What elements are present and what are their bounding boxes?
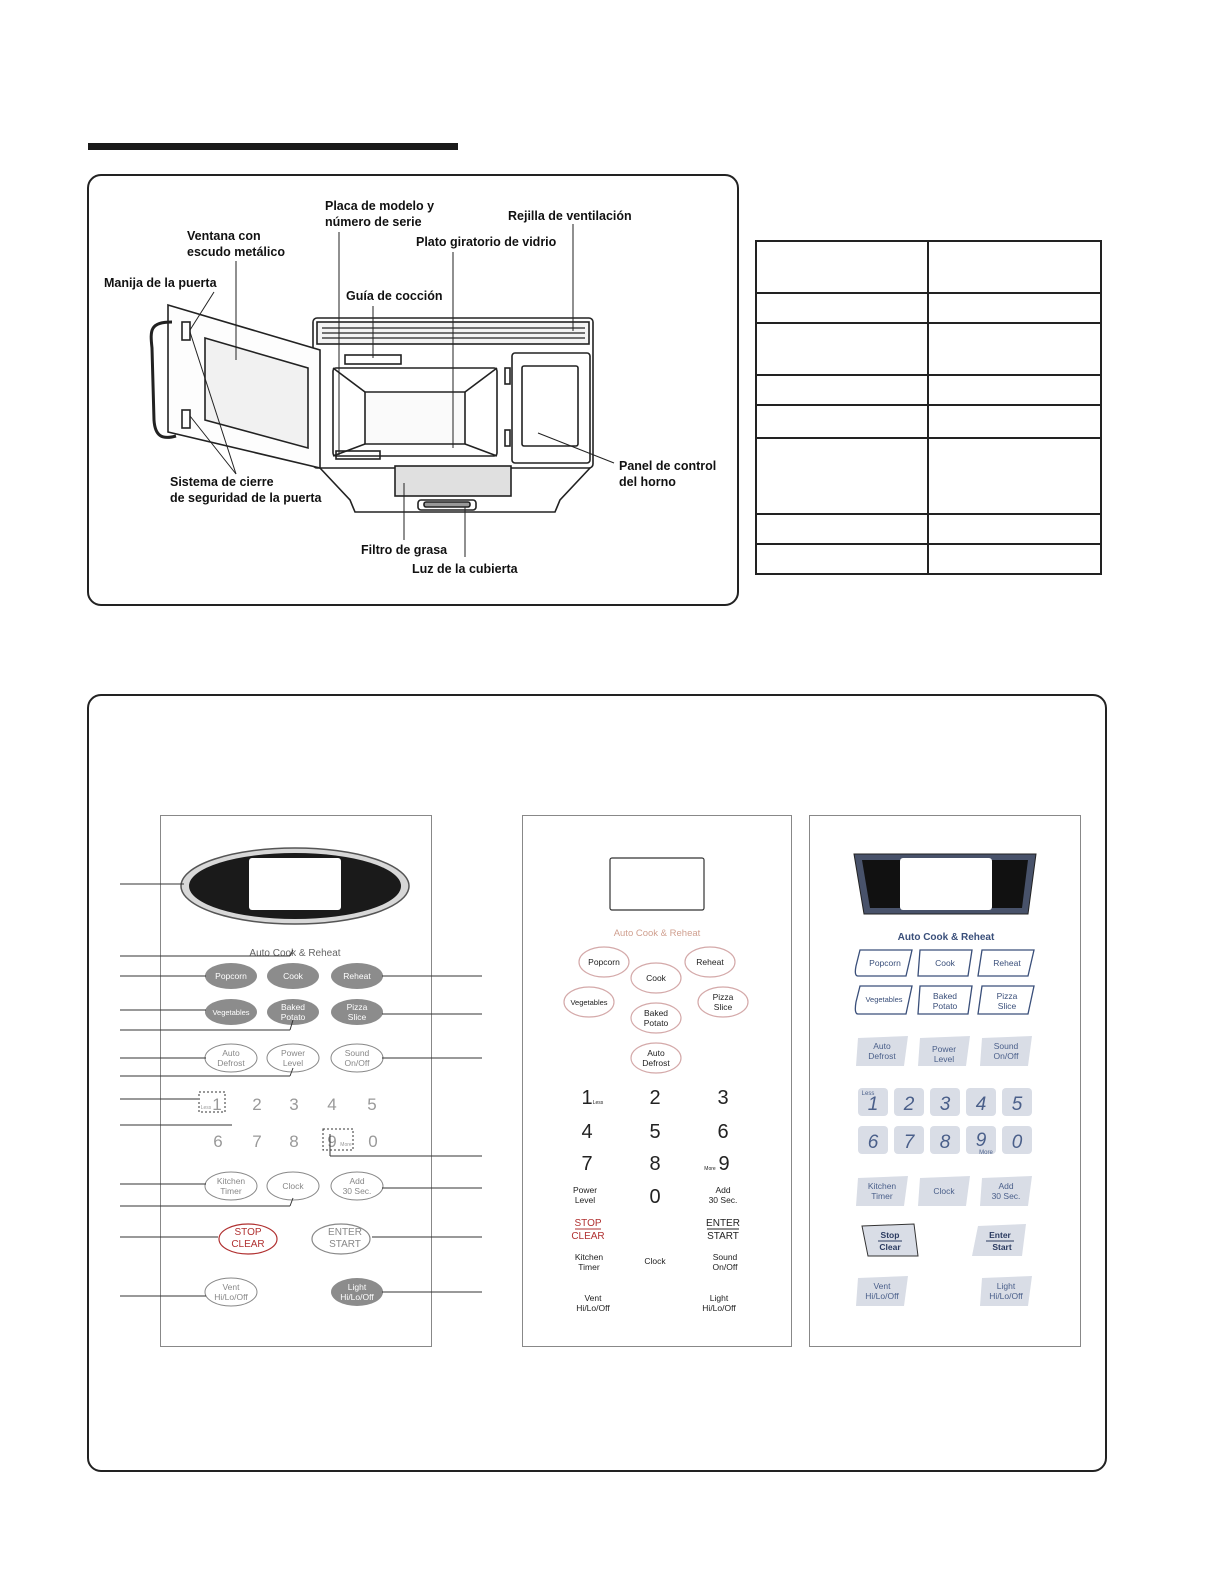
pizza-slice-button[interactable]: [713, 992, 734, 1012]
svg-text:Hi/Lo/Off: Hi/Lo/Off: [576, 1303, 610, 1313]
svg-text:Baked: Baked: [932, 991, 958, 1001]
svg-text:Baked: Baked: [280, 1002, 306, 1012]
svg-text:Kitchen: Kitchen: [574, 1252, 604, 1262]
display-screen: [900, 858, 992, 910]
svg-text:7: 7: [252, 1132, 262, 1151]
svg-text:Hi/Lo/Off: Hi/Lo/Off: [340, 1292, 374, 1302]
power-level-button[interactable]: [573, 1185, 597, 1205]
svg-text:Hi/Lo/Off: Hi/Lo/Off: [865, 1291, 899, 1301]
svg-text:6: 6: [717, 1121, 729, 1143]
vent-button[interactable]: [576, 1293, 610, 1313]
table-row: [756, 544, 1101, 574]
cooktop-light-label: Luz de la cubierta: [412, 562, 518, 576]
spec-table: [755, 240, 1102, 575]
clock-button[interactable]: Clock: [933, 1186, 955, 1196]
svg-text:Defrost: Defrost: [642, 1058, 670, 1068]
svg-text:2: 2: [903, 1094, 915, 1115]
svg-text:6: 6: [867, 1132, 879, 1153]
svg-text:3: 3: [939, 1094, 951, 1115]
svg-text:0: 0: [1011, 1132, 1023, 1153]
svg-text:More: More: [340, 1142, 352, 1148]
enter-start-button[interactable]: [706, 1218, 740, 1242]
power-level-button[interactable]: [932, 1044, 956, 1064]
svg-text:30 Sec.: 30 Sec.: [991, 1191, 1021, 1201]
reheat-button[interactable]: Reheat: [696, 957, 724, 967]
svg-text:Start: Start: [992, 1242, 1012, 1252]
panel1-leader-lines: [110, 870, 490, 1310]
svg-text:2: 2: [649, 1087, 661, 1109]
reheat-button[interactable]: Reheat: [993, 958, 1021, 968]
baked-potato-button[interactable]: [644, 1008, 669, 1028]
svg-text:1: 1: [212, 1095, 222, 1114]
svg-text:Pizza: Pizza: [996, 991, 1018, 1001]
display-screen: [610, 858, 704, 910]
svg-text:ENTER: ENTER: [328, 1227, 362, 1238]
stop-clear-button[interactable]: [571, 1218, 604, 1242]
vegetables-button[interactable]: Vegetables: [865, 995, 903, 1004]
cooking-guide-label: Guía de cocción: [346, 289, 443, 303]
control-panel-2-graphic: [523, 816, 791, 1346]
popcorn-button[interactable]: Popcorn: [869, 958, 901, 968]
popcorn-button[interactable]: Popcorn: [588, 957, 620, 967]
svg-text:Hi/Lo/Off: Hi/Lo/Off: [989, 1291, 1023, 1301]
table-row: [756, 438, 1101, 514]
svg-text:More: More: [704, 1166, 716, 1172]
table-row: [756, 293, 1101, 323]
svg-text:Power: Power: [572, 1185, 598, 1195]
svg-text:Reheat: Reheat: [343, 971, 371, 981]
turntable-label: Plato giratorio de vidrio: [416, 235, 557, 249]
sound-button[interactable]: [713, 1252, 739, 1272]
svg-text:ENTER: ENTER: [706, 1218, 740, 1229]
svg-text:3: 3: [289, 1095, 299, 1114]
svg-text:Popcorn: Popcorn: [215, 971, 247, 981]
svg-text:Slice: Slice: [347, 1012, 367, 1022]
svg-text:Vent: Vent: [584, 1293, 602, 1303]
svg-text:More: More: [979, 1150, 993, 1156]
svg-text:Timer: Timer: [578, 1262, 600, 1272]
number-pad[interactable]: [581, 1087, 729, 1208]
svg-text:Enter: Enter: [989, 1230, 1011, 1240]
svg-text:Timer: Timer: [220, 1186, 242, 1196]
svg-text:CLEAR: CLEAR: [571, 1231, 605, 1242]
svg-text:0: 0: [368, 1132, 378, 1151]
svg-text:Less: Less: [200, 1105, 212, 1111]
svg-text:Sound: Sound: [712, 1252, 738, 1262]
window-label: Ventana con escudo metálico: [187, 229, 285, 259]
svg-text:Vent: Vent: [222, 1282, 240, 1292]
svg-text:Add: Add: [349, 1176, 365, 1186]
add-30-sec-button[interactable]: [709, 1185, 738, 1205]
svg-text:Timer: Timer: [871, 1191, 893, 1201]
svg-text:4: 4: [975, 1094, 987, 1115]
svg-text:Slice: Slice: [997, 1001, 1017, 1011]
door-handle-label: Manija de la puerta: [104, 276, 217, 290]
kitchen-timer-button[interactable]: [868, 1181, 897, 1201]
svg-text:7: 7: [581, 1153, 593, 1175]
svg-text:8: 8: [289, 1132, 299, 1151]
grease-filter-label: Filtro de grasa: [361, 543, 448, 557]
clock-button[interactable]: Clock: [644, 1256, 666, 1266]
svg-text:Clear: Clear: [879, 1242, 901, 1252]
svg-text:Auto: Auto: [873, 1041, 891, 1051]
svg-text:Potato: Potato: [932, 1001, 958, 1011]
table-row: [756, 323, 1101, 375]
svg-text:Kitchen: Kitchen: [867, 1181, 897, 1191]
svg-text:Vent: Vent: [873, 1281, 891, 1291]
model-plate-label: Placa de modelo y número de serie: [325, 199, 435, 229]
svg-text:STOP: STOP: [574, 1218, 602, 1229]
svg-text:Potato: Potato: [643, 1018, 669, 1028]
door-lock-label: Sistema de cierre de seguridad de la puerta: [170, 475, 322, 505]
table-row: [756, 241, 1101, 293]
svg-text:Defrost: Defrost: [217, 1058, 245, 1068]
svg-text:8: 8: [649, 1153, 661, 1175]
svg-text:4: 4: [581, 1121, 593, 1143]
auto-cook-title: Auto Cook & Reheat: [613, 928, 701, 939]
light-button[interactable]: [702, 1293, 736, 1313]
svg-text:Power: Power: [280, 1048, 306, 1058]
svg-text:9: 9: [975, 1130, 987, 1151]
svg-text:0: 0: [649, 1186, 661, 1208]
svg-text:Less: Less: [592, 1100, 604, 1106]
svg-text:8: 8: [939, 1132, 951, 1153]
svg-text:STOP: STOP: [234, 1227, 262, 1238]
svg-text:Slice: Slice: [713, 1002, 733, 1012]
svg-text:Hi/Lo/Off: Hi/Lo/Off: [702, 1303, 736, 1313]
table-row: [756, 405, 1101, 438]
svg-text:Level: Level: [574, 1195, 596, 1205]
svg-text:START: START: [707, 1231, 739, 1242]
svg-text:Vegetables: Vegetables: [212, 1008, 250, 1017]
cavity-back: [365, 392, 465, 444]
svg-text:Level: Level: [933, 1054, 955, 1064]
svg-text:3: 3: [717, 1087, 729, 1109]
svg-text:Cook: Cook: [283, 971, 303, 981]
auto-cook-title: Auto Cook & Reheat: [897, 932, 995, 943]
svg-text:Sound: Sound: [344, 1048, 370, 1058]
svg-text:2: 2: [252, 1095, 262, 1114]
svg-text:Add: Add: [715, 1185, 731, 1195]
vent-grille-label: Rejilla de ventilación: [508, 209, 632, 223]
auto-cook-title: Auto Cook & Reheat: [249, 948, 341, 959]
table-row: [756, 375, 1101, 405]
svg-text:5: 5: [1011, 1094, 1023, 1115]
svg-text:Light: Light: [709, 1293, 729, 1303]
svg-text:5: 5: [367, 1095, 377, 1114]
svg-text:30 Sec.: 30 Sec.: [342, 1186, 372, 1196]
svg-text:Light: Light: [347, 1282, 367, 1292]
svg-text:Level: Level: [282, 1058, 304, 1068]
svg-text:Auto: Auto: [222, 1048, 240, 1058]
svg-text:Pizza: Pizza: [346, 1002, 368, 1012]
svg-text:START: START: [329, 1239, 361, 1250]
svg-text:Auto: Auto: [647, 1048, 665, 1058]
grease-filter: [395, 466, 511, 496]
svg-text:6: 6: [213, 1132, 223, 1151]
kitchen-timer-button[interactable]: [575, 1252, 604, 1272]
sound-button[interactable]: [994, 1041, 1020, 1061]
svg-text:Defrost: Defrost: [868, 1051, 896, 1061]
control-panel-2: [522, 815, 792, 1347]
svg-text:1: 1: [581, 1087, 593, 1109]
control-panel-label: Panel de control del horno: [619, 459, 717, 489]
svg-text:Less: Less: [861, 1091, 875, 1097]
table-row: [756, 514, 1101, 544]
pizza-slice-button[interactable]: [997, 991, 1018, 1011]
svg-text:Light: Light: [996, 1281, 1016, 1291]
svg-text:On/Off: On/Off: [344, 1058, 370, 1068]
svg-text:On/Off: On/Off: [712, 1262, 738, 1272]
svg-text:Hi/Lo/Off: Hi/Lo/Off: [214, 1292, 248, 1302]
control-panel-3: [809, 815, 1081, 1347]
baked-potato-button[interactable]: [933, 991, 958, 1011]
svg-text:7: 7: [903, 1132, 915, 1153]
control-panel-face: [522, 366, 578, 446]
svg-text:Stop: Stop: [880, 1230, 900, 1240]
svg-text:4: 4: [327, 1095, 337, 1114]
svg-text:Add: Add: [998, 1181, 1014, 1191]
svg-text:Baked: Baked: [643, 1008, 669, 1018]
cook-button[interactable]: Cook: [646, 973, 666, 983]
svg-text:Sound: Sound: [993, 1041, 1019, 1051]
stop-clear-button[interactable]: [878, 1230, 902, 1252]
svg-text:1: 1: [867, 1094, 879, 1115]
svg-text:9: 9: [327, 1132, 337, 1151]
auto-defrost-button[interactable]: [642, 1048, 670, 1068]
cook-button[interactable]: Cook: [935, 958, 955, 968]
svg-text:On/Off: On/Off: [993, 1051, 1019, 1061]
svg-text:5: 5: [649, 1121, 661, 1143]
svg-text:9: 9: [718, 1153, 730, 1175]
svg-text:Clock: Clock: [282, 1181, 304, 1191]
control-panel-3-graphic: [810, 816, 1080, 1346]
svg-text:Kitchen: Kitchen: [216, 1176, 246, 1186]
svg-text:30 Sec.: 30 Sec.: [708, 1195, 738, 1205]
vegetables-button[interactable]: Vegetables: [570, 998, 608, 1007]
svg-text:CLEAR: CLEAR: [231, 1239, 265, 1250]
svg-text:Pizza: Pizza: [712, 992, 734, 1002]
svg-text:Potato: Potato: [280, 1012, 306, 1022]
svg-text:Power: Power: [931, 1044, 957, 1054]
